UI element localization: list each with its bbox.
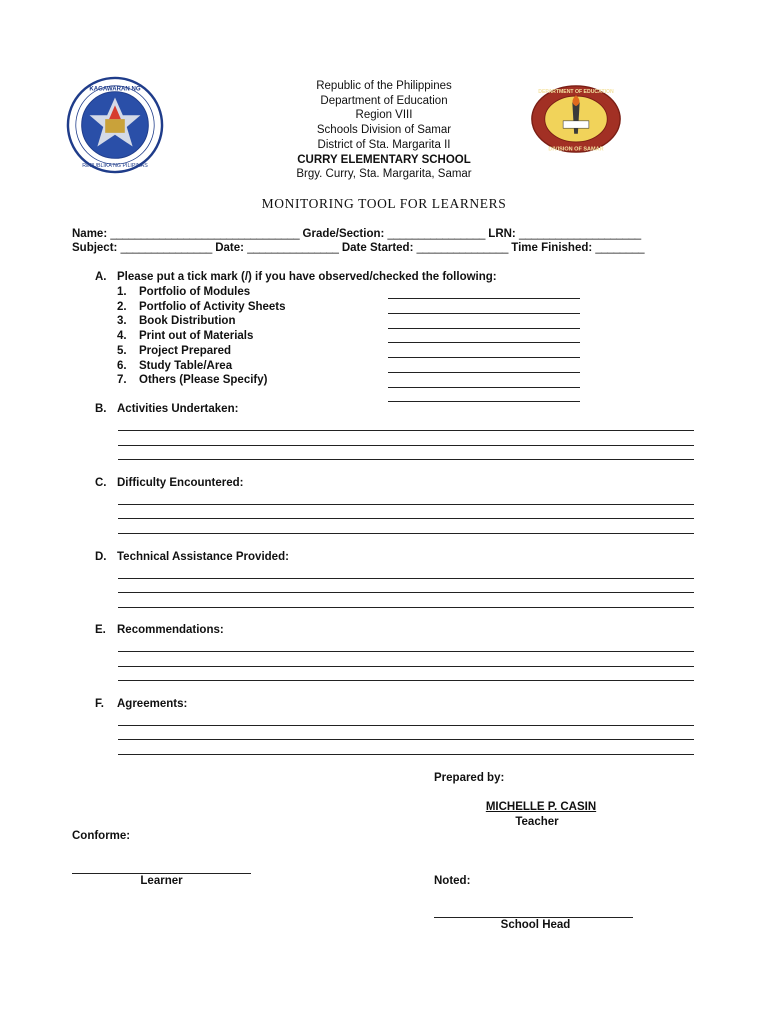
section-label: Agreements: xyxy=(117,698,188,710)
learner-signature-line[interactable] xyxy=(72,873,251,874)
name-label: Name: xyxy=(72,228,108,240)
grade-section-label: Grade/Section: xyxy=(302,228,385,240)
header-school-name: CURRY ELEMENTARY SCHOOL xyxy=(297,153,471,166)
header-address: Brgy. Curry, Sta. Margarita, Samar xyxy=(296,168,472,181)
answer-line[interactable] xyxy=(118,680,694,681)
checklist-answer-line[interactable] xyxy=(388,328,580,329)
svg-text:DIVISION OF SAMAR: DIVISION OF SAMAR xyxy=(548,146,604,153)
subject-label: Subject: xyxy=(72,242,118,254)
header-country: Republic of the Philippines xyxy=(316,80,452,92)
answer-line[interactable] xyxy=(118,592,694,593)
prepared-by-label: Prepared by: xyxy=(434,772,505,784)
section-letter: E. xyxy=(95,624,106,636)
name-field[interactable]: _______________________________ xyxy=(110,228,300,240)
answer-line[interactable] xyxy=(118,533,694,534)
time-finished-field[interactable]: ________ xyxy=(595,242,645,254)
answer-line[interactable] xyxy=(118,459,694,460)
date-started-label: Date Started: xyxy=(341,242,414,254)
section-a-heading xyxy=(95,271,497,283)
section-letter: A. xyxy=(95,271,107,283)
section-d-heading xyxy=(95,551,289,563)
lrn-label: LRN: xyxy=(488,228,516,240)
list-item: 6. Study Table/Area xyxy=(117,359,233,372)
list-item: 2. Portfolio of Activity Sheets xyxy=(117,300,286,313)
checklist-answer-line[interactable] xyxy=(388,387,580,388)
checklist xyxy=(117,285,286,388)
list-item: 7. Others (Please Specify) xyxy=(117,374,268,387)
school-head-signature-line[interactable] xyxy=(434,917,633,918)
grade-section-field[interactable]: ________________ xyxy=(387,228,486,240)
section-letter: D. xyxy=(95,551,107,563)
answer-line[interactable] xyxy=(118,725,694,726)
fields-row-1 xyxy=(72,228,641,240)
teacher-name: MICHELLE P. CASIN xyxy=(485,801,597,813)
header-district: District of Sta. Margarita II xyxy=(317,138,451,151)
list-item: 5. Project Prepared xyxy=(117,344,232,357)
list-item: 1. Portfolio of Modules xyxy=(117,286,251,298)
checklist-answer-line[interactable] xyxy=(388,401,580,402)
answer-line[interactable] xyxy=(118,739,694,740)
section-label: Please put a tick mark (/) if you have observed/checked the following: xyxy=(117,271,497,283)
school-head-label: School Head xyxy=(500,919,571,931)
time-finished-label: Time Finished: xyxy=(511,242,593,254)
header-department: Department of Education xyxy=(320,94,448,107)
section-letter: C. xyxy=(95,477,107,489)
checklist-answer-line[interactable] xyxy=(388,342,580,343)
list-item: 3. Book Distribution xyxy=(117,315,236,328)
answer-line[interactable] xyxy=(118,607,694,608)
answer-line[interactable] xyxy=(118,504,694,505)
svg-text:REPUBLIKA NG PILIPINAS: REPUBLIKA NG PILIPINAS xyxy=(82,163,148,170)
svg-text:KAGAWARAN NG: KAGAWARAN NG xyxy=(89,86,141,93)
answer-line[interactable] xyxy=(118,430,694,431)
lrn-field[interactable]: ____________________ xyxy=(518,228,641,240)
svg-text:DEPARTMENT OF EDUCATION: DEPARTMENT OF EDUCATION xyxy=(538,89,614,96)
noted-label: Noted: xyxy=(434,875,471,887)
letterhead xyxy=(0,79,768,182)
section-label: Recommendations: xyxy=(117,624,224,636)
section-letter: B. xyxy=(95,403,107,415)
section-label: Difficulty Encountered: xyxy=(117,477,244,489)
date-started-field[interactable]: _______________ xyxy=(416,242,509,254)
header-region: Region VIII xyxy=(355,109,413,122)
answer-line[interactable] xyxy=(118,754,694,755)
page-title: MONITORING TOOL FOR LEARNERS xyxy=(261,196,507,211)
subject-field[interactable]: _______________ xyxy=(120,242,213,254)
fields-row-2 xyxy=(72,242,644,254)
answer-line[interactable] xyxy=(118,518,694,519)
header-division: Schools Division of Samar xyxy=(316,124,452,137)
learner-label: Learner xyxy=(140,875,183,887)
date-label: Date: xyxy=(215,242,244,254)
checklist-answer-line[interactable] xyxy=(388,357,580,358)
section-b-heading xyxy=(95,403,238,415)
section-label: Activities Undertaken: xyxy=(117,403,239,415)
list-item: 4. Print out of Materials xyxy=(117,330,254,343)
checklist-answer-line[interactable] xyxy=(388,372,580,373)
checklist-answer-line[interactable] xyxy=(388,313,580,314)
answer-line[interactable] xyxy=(118,578,694,579)
conforme-label: Conforme: xyxy=(72,830,131,842)
teacher-role: Teacher xyxy=(515,816,559,828)
date-field[interactable]: _______________ xyxy=(247,242,339,254)
section-e-heading xyxy=(95,624,224,636)
section-f-heading xyxy=(95,698,187,710)
answer-line[interactable] xyxy=(118,666,694,667)
section-label: Technical Assistance Provided: xyxy=(117,551,289,563)
section-letter: F. xyxy=(95,698,104,710)
answer-line[interactable] xyxy=(118,651,694,652)
checklist-answer-line[interactable] xyxy=(388,298,580,299)
answer-line[interactable] xyxy=(118,445,694,446)
section-c-heading xyxy=(95,477,244,489)
